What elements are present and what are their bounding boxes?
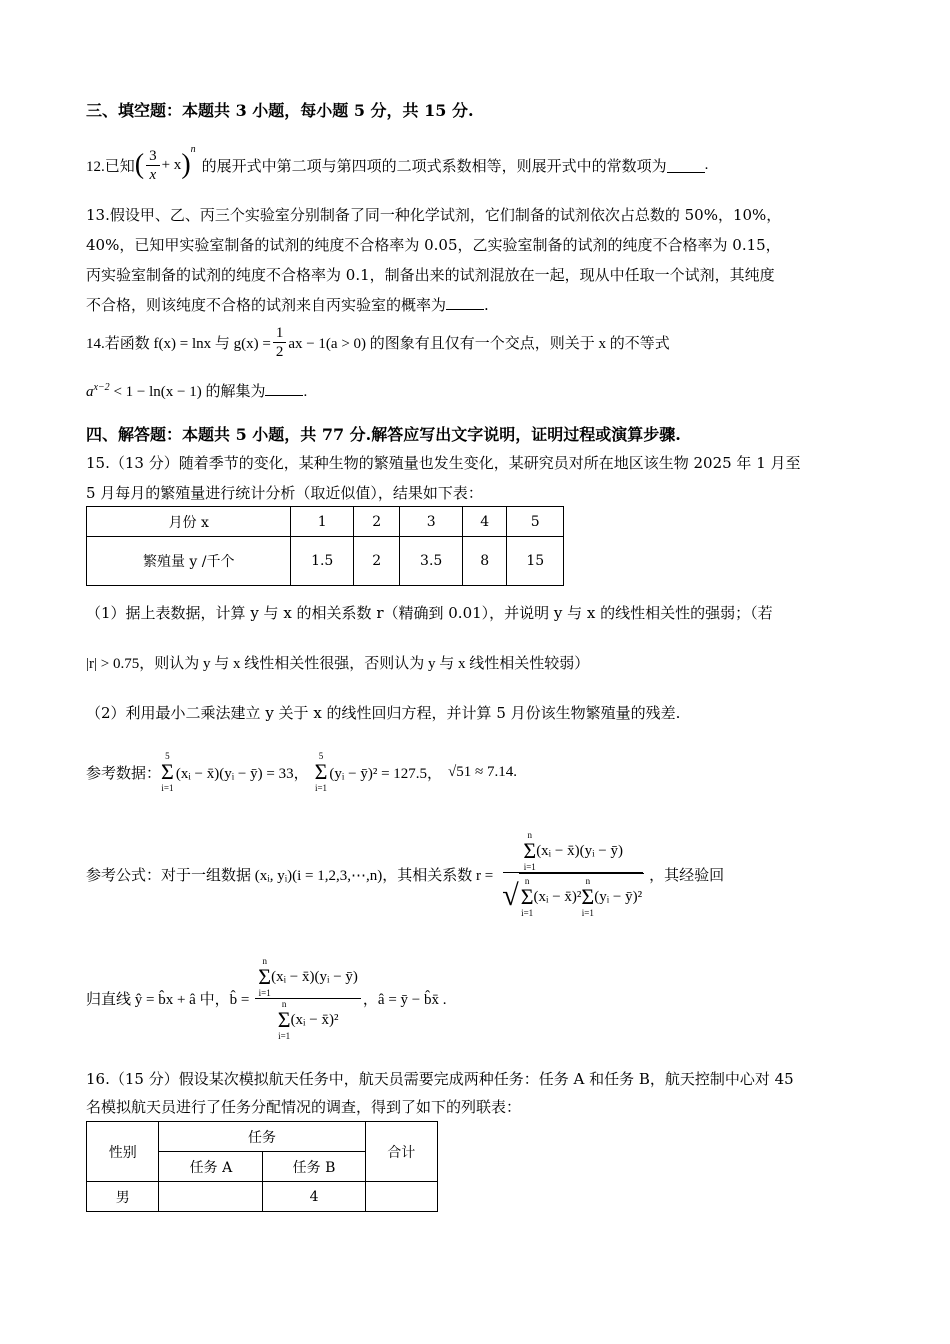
b-formula-den (275, 999, 342, 1041)
question-13 (86, 200, 781, 320)
right-paren: ) (181, 149, 191, 180)
q14-end: . (303, 384, 308, 400)
question-14-line1 (86, 322, 670, 362)
q14-part1: 14.若函数 f(x) = lnx 与 g(x) = (86, 335, 271, 352)
sum-symbol: n Σ i=1 (258, 955, 272, 998)
q12-fraction (146, 147, 160, 184)
sum-lower: i=1 (278, 1030, 291, 1041)
q13-line4 (86, 290, 781, 320)
r-den-a: (xᵢ − x̄)² (533, 889, 582, 905)
ref-data-2: (yᵢ − ȳ)² = 127.5， (329, 765, 443, 782)
table-cell: 4 (462, 507, 507, 537)
q15-intro-1: 15.（13 分）随着季节的变化，某种生物的繁殖量也发生变化，某研究员对所在地区该生物 2025 年 1 月至 (86, 454, 801, 472)
q13-line2: 40%，已知甲实验室制备的试剂的纯度不合格率为 0.05，乙实验室制备的试剂的纯度不合格率为 0.15， (86, 236, 781, 254)
table-cell: 2 (353, 537, 400, 586)
q15-part1-line2: |r| > 0.75，则认为 y 与 x 线性相关性很强，否则认为 y 与 x 线性相关性较弱） (86, 656, 590, 672)
sum-symbol: n Σ i=1 (277, 998, 291, 1041)
table-cell: 1.5 (291, 537, 353, 586)
q12-plus-x: + x (161, 156, 182, 173)
b-den-text: (xᵢ − x̄)² (290, 1011, 339, 1028)
table-cell (159, 1182, 263, 1212)
sum-lower: i=1 (521, 908, 534, 918)
q12-end: . (704, 156, 709, 173)
sum-upper: n (585, 876, 591, 886)
q16-line1: 16.（15 分）假设某次模拟航天任务中，航天员需要完成两种任务：任务 A 和任务 B，航天控制中心对 45 (86, 1070, 794, 1088)
table-row (87, 1182, 438, 1212)
q14-half (273, 324, 287, 361)
sqrt-body (519, 873, 644, 918)
sum-lower: i=1 (161, 783, 174, 793)
r-formula-den (499, 873, 647, 918)
table-cell: 4 (263, 1182, 365, 1212)
a-formula: ，â = ȳ − b̂x̄ . (362, 991, 447, 1008)
b-num-text: (xᵢ − x̄)(yᵢ − ȳ) (271, 968, 358, 985)
table-header-gender: 性别 (87, 1122, 159, 1182)
q13-answer-blank[interactable] (446, 295, 484, 310)
q14-answer-blank[interactable] (265, 381, 303, 396)
b-formula-fraction (255, 956, 361, 1041)
ref-data-1: (xᵢ − x̄)(yᵢ − ȳ) = 33， (175, 765, 309, 782)
sum-upper: 5 (165, 751, 170, 761)
q16-line2: 名模拟航天员进行了任务分配情况的调查，得到了如下的列联表： (86, 1098, 522, 1116)
table-cell: 3 (400, 507, 462, 537)
q12-exponent: n (190, 144, 196, 155)
q14-line2-rest: < 1 − ln(x − 1) 的解集为 (113, 384, 266, 400)
q13-line1: 13.假设甲、乙、丙三个实验室分别制备了同一种化学试剂，它们制备的试剂依次占总数的 50%，10%， (86, 206, 782, 224)
sum-lower: i=1 (258, 987, 271, 998)
section-3-heading: 三、填空题：本题共 3 小题，每小题 5 分，共 15 分. (86, 101, 474, 120)
sum-upper: n (262, 955, 267, 966)
q15-intro-2: 5 月每月的繁殖量进行统计分析（取近似值），结果如下表： (86, 484, 483, 502)
ref-formula-tail: ，其经验回 (649, 867, 725, 884)
table-cell-male: 男 (87, 1182, 159, 1212)
sum-upper: n (524, 876, 530, 886)
table-cell: 5 (507, 507, 564, 537)
table-header-task-a: 任务 A (159, 1152, 263, 1182)
q13-line3: 丙实验室制备的试剂的纯度不合格率为 0.1，制备出来的试剂混放在一起，现从中任取一个试剂，其纯度 (86, 266, 775, 284)
table-header-task: 任务 (159, 1122, 365, 1152)
sum-upper: 5 (318, 751, 324, 761)
q16-contingency-table (86, 1121, 438, 1212)
table-header-month: 月份 x (87, 507, 291, 537)
table-header-total: 合计 (365, 1122, 437, 1182)
q15-data-table (86, 506, 564, 586)
q15-regression-formula (86, 948, 447, 1048)
r-formula-num (503, 830, 643, 873)
r-den-b: (yᵢ − ȳ)² (594, 889, 643, 905)
q13-end: . (484, 296, 489, 314)
q14-exp: x−2 (93, 382, 110, 393)
sqrt-symbol: √ (502, 878, 519, 912)
sum-symbol: n Σ i=1 (520, 876, 534, 918)
table-row (87, 1122, 438, 1152)
question-14-line2 (86, 380, 307, 401)
table-cell: 2 (353, 507, 400, 537)
line-label: 归直线 ŷ = b̂x + â 中，b̂ = (86, 991, 250, 1008)
b-formula-num (255, 956, 361, 999)
q15-part1-line1: （1）据上表数据，计算 y 与 x 的相关系数 r（精确到 0.01），并说明 y 与 x 的线性相关性的强弱；（若 (86, 604, 773, 622)
question-12 (86, 140, 708, 190)
table-cell: 1 (291, 507, 353, 537)
sum-symbol: 5 Σ i=1 (161, 751, 174, 793)
sum-upper: n (281, 998, 287, 1009)
sum-symbol: n Σ i=1 (523, 830, 537, 872)
q14-base: a (86, 384, 94, 400)
q15-reference-data (86, 750, 517, 794)
ref-data-label: 参考数据： (86, 765, 162, 782)
left-paren: ( (134, 149, 145, 180)
table-cell: 3.5 (400, 537, 462, 586)
q12-number: 12.已知 (86, 158, 135, 175)
q15-part2: （2）利用最小二乘法建立 y 关于 x 的线性回归方程，并计算 5 月份该生物繁殖量的残差. (86, 704, 681, 722)
sum-symbol: n Σ i=1 (581, 876, 595, 918)
r-num-text: (xᵢ − x̄)(yᵢ − ȳ) (536, 843, 623, 859)
sum-symbol: 5 Σ i=1 (314, 751, 328, 793)
ref-formula-label: 参考公式：对于一组数据 (xᵢ, yᵢ)(i = 1,2,3,⋯,n)，其相关系数 r = (86, 867, 494, 884)
q12-frac-num: 3 (146, 147, 160, 166)
sum-upper: n (527, 830, 533, 840)
section-4-heading: 四、解答题：本题共 5 小题，共 77 分.解答应写出文字说明，证明过程或演算步骤. (86, 425, 681, 444)
sum-lower: i=1 (314, 783, 328, 793)
q12-frac-den: x (149, 166, 157, 183)
ref-data-3: √51 ≈ 7.14. (448, 763, 518, 780)
sum-lower: i=1 (581, 908, 594, 918)
table-cell: 15 (507, 537, 564, 586)
q12-answer-blank[interactable] (667, 158, 705, 173)
table-header-task-b: 任务 B (263, 1152, 365, 1182)
r-formula-fraction (499, 830, 647, 918)
sum-lower: i=1 (523, 862, 536, 872)
q15-reference-formula (86, 820, 724, 928)
table-header-yield: 繁殖量 y /千个 (87, 537, 291, 586)
q12-text: 的展开式中第二项与第四项的二项式系数相等，则展开式中的常数项为 (201, 158, 667, 175)
table-cell: 8 (462, 537, 507, 586)
q14-half-den: 2 (275, 343, 284, 360)
q13-line4-text: 不合格，则该纯度不合格的试剂来自丙实验室的概率为 (86, 296, 447, 314)
table-cell (365, 1182, 437, 1212)
q14-part2: ax − 1(a > 0) 的图象有且仅有一个交点，则关于 x 的不等式 (288, 335, 670, 352)
table-row (87, 537, 564, 586)
table-row (87, 507, 564, 537)
q14-half-num: 1 (273, 324, 287, 343)
